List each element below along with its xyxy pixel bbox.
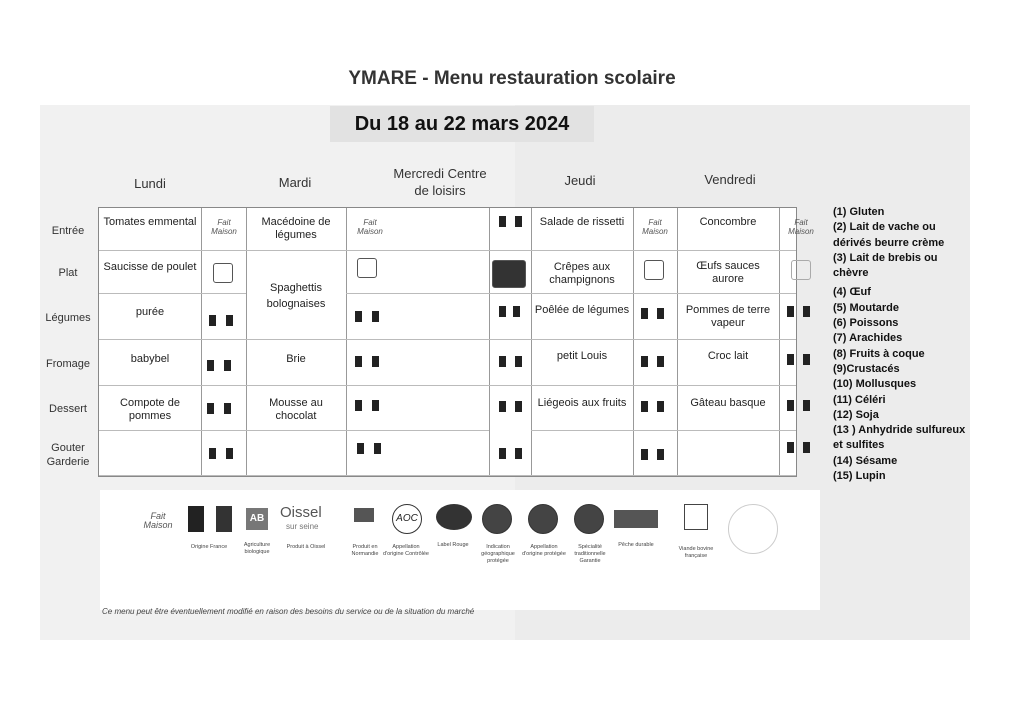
jeudi-dessert: Liégeois aux fruits (537, 397, 627, 409)
viande-bovine-icon (684, 504, 708, 530)
ab-logo-icon: AB (246, 508, 268, 530)
row-label-fromage: Fromage (45, 358, 91, 370)
legend-label: Produit à Oissel (286, 544, 326, 550)
peche-durable-icon (492, 260, 526, 288)
menu-grid (98, 207, 814, 477)
lundi-plat: Saucisse de poulet (103, 261, 197, 273)
day-header-mardi: Mardi (278, 175, 312, 190)
allergen-item: (8) Fruits à coque (833, 347, 925, 360)
lundi-entree: Tomates emmental (103, 216, 197, 228)
mardi-dessert: Mousse au chocolat (269, 397, 323, 422)
allergen-item: (14) Sésame (833, 454, 898, 467)
fait-maison-icon: Fait Maison (143, 511, 173, 530)
peche-durable-icon (614, 510, 658, 528)
legend-label: Pêche durable (618, 542, 654, 548)
vendredi-plat: Œufs sauces aurore (696, 260, 760, 285)
row-label-plat: Plat (58, 267, 78, 279)
legend-label: Agriculture biologique (243, 542, 271, 555)
label-legend (100, 490, 820, 610)
origine-france-icon (216, 506, 232, 532)
igp-icon (482, 504, 512, 534)
legend-label: Origine France (190, 544, 228, 550)
day-header-jeudi: Jeudi (564, 173, 596, 188)
allergen-item: (1) Gluten (833, 206, 885, 218)
mardi-entree: Macédoine de légumes (261, 216, 331, 241)
viande-bovine-icon (213, 263, 233, 283)
allergen-item: (6) Poissons (833, 317, 899, 330)
row-label-entree: Entrée (51, 225, 85, 237)
leaf-icon (791, 260, 811, 280)
mardi-plat: Spaghettis bolognaises (266, 282, 326, 310)
day-header-lundi: Lundi (134, 176, 166, 191)
legend-label: Appellation d'origine protégée (522, 544, 566, 557)
aoc-logo-icon: AOC (392, 504, 422, 534)
lundi-fromage: babybel (130, 353, 170, 365)
label-rouge-icon (436, 504, 472, 530)
allergen-item: (13 ) Anhydride sulfureux et sulfites (833, 424, 966, 452)
viande-bovine-icon (644, 260, 664, 280)
row-label-legumes: Légumes (45, 312, 91, 324)
fait-maison-icon: Fait Maison (642, 218, 668, 236)
row-label-dessert: Dessert (49, 403, 87, 415)
vendredi-legumes: Pommes de terre vapeur (685, 304, 771, 329)
allergen-item: (4) Œuf (833, 286, 871, 299)
legend-label: Indication géographique protégée (481, 544, 515, 564)
origine-france-icon (188, 506, 204, 532)
allergen-list (833, 205, 973, 484)
oissel-logo-icon: Oissel (280, 504, 322, 521)
legend-label: Appellation d'origine Contrôlée (383, 544, 429, 557)
normandie-icon (354, 508, 374, 522)
jeudi-entree: Salade de rissetti (539, 216, 625, 228)
date-range: Du 18 au 22 mars 2024 (330, 106, 594, 142)
legend-label: Label Rouge (437, 542, 469, 548)
row-label-gouter: Gouter Garderie (46, 442, 90, 468)
jeudi-legumes: Poêlée de légumes (534, 304, 630, 316)
allergen-item: (11) Céléri (833, 393, 886, 406)
allergen-item: (2) Lait de vache ou dérivés beurre crème (833, 221, 945, 249)
allergen-item: (7) Arachides (833, 332, 903, 345)
legend-label: Viande bovine française (678, 546, 714, 559)
lundi-legumes: purée (135, 306, 165, 318)
stg-icon (574, 504, 604, 534)
allergen-item: (5) Moutarde (833, 301, 899, 314)
aop-icon (528, 504, 558, 534)
viande-bovine-icon (357, 258, 377, 278)
page-title: YMARE - Menu restauration scolaire (348, 68, 676, 89)
allergen-item: (12) Soja (833, 408, 879, 421)
fait-maison-icon: Fait Maison (788, 218, 814, 236)
jeudi-fromage: petit Louis (556, 350, 608, 362)
allergen-item: (15) Lupin (833, 470, 886, 483)
jeudi-plat: Crêpes aux champignons (549, 261, 615, 286)
vendredi-dessert: Gâteau basque (690, 397, 766, 409)
allergen-item: (3) Lait de brebis ou chèvre (833, 251, 938, 280)
allergen-item: (10) Mollusques (833, 378, 917, 391)
stamp-icon (728, 504, 778, 554)
mardi-fromage: Brie (286, 353, 306, 365)
lundi-dessert: Compote de pommes (120, 397, 180, 422)
legend-label: Produit en Normandie (351, 544, 379, 557)
fait-maison-icon: Fait Maison (211, 218, 237, 236)
allergen-item: (9)Crustacés (833, 362, 900, 375)
oissel-logo-subtitle: sur seine (286, 522, 319, 531)
day-header-vendredi: Vendredi (704, 172, 756, 187)
footer-note: Ce menu peut être éventuellement modifié en raison des besoins du service ou de la situation du marché (102, 607, 475, 616)
day-header-mercredi: Mercredi Centre de loisirs (393, 166, 487, 198)
vendredi-entree: Concombre (699, 216, 757, 228)
legend-label: Spécialité traditionnelle Garantie (574, 544, 606, 564)
fait-maison-icon: Fait Maison (357, 218, 383, 236)
vendredi-fromage: Croc lait (707, 350, 749, 362)
